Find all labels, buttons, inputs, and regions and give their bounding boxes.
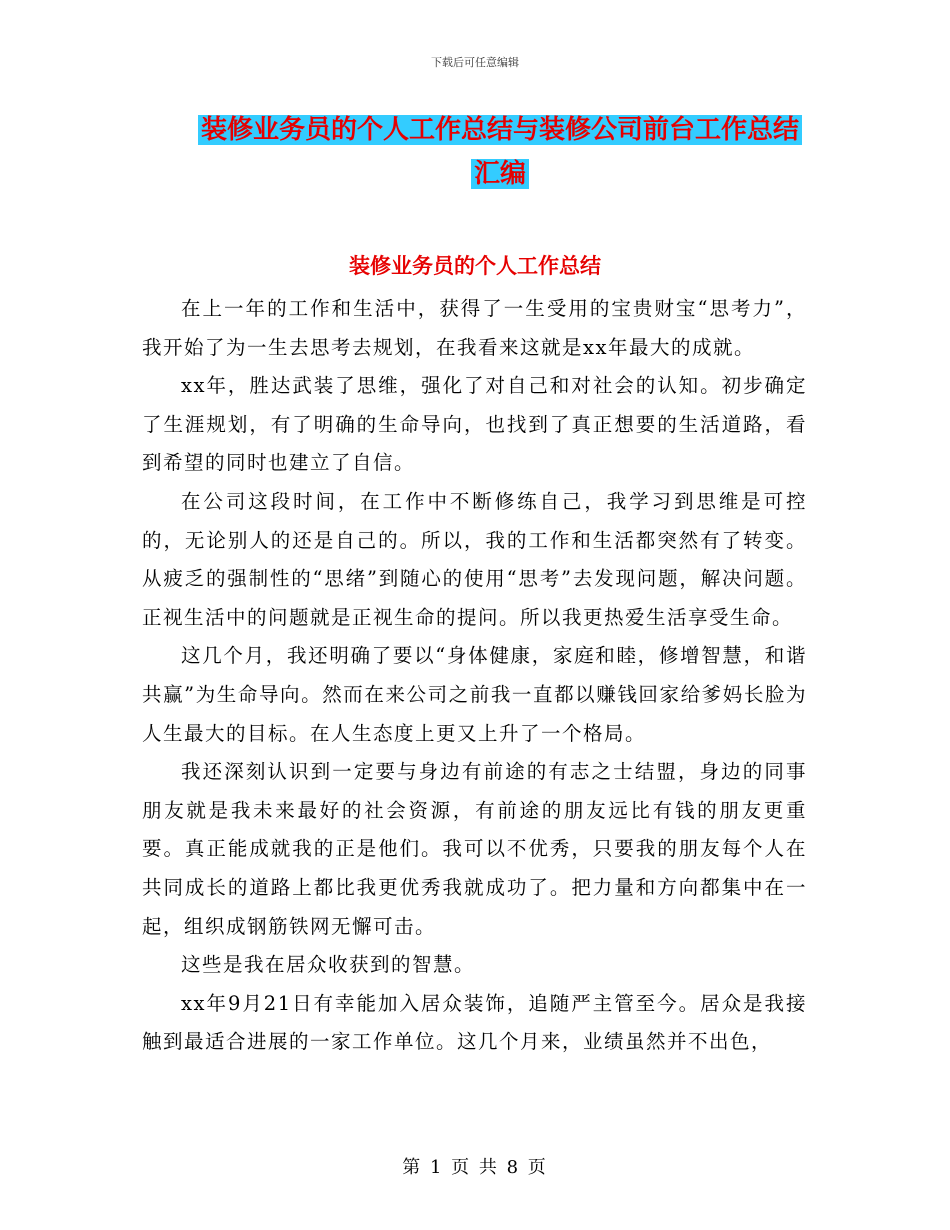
page-footer-number: 第 1 页 共 8 页 (402, 1157, 548, 1178)
paragraph: 这几个月，我还明确了要以“身体健康，家庭和睦，修增智慧，和谐共赢”为生命导向。然而在来公司之前我一直都以赚钱回家给爹妈长脸为人生最大的目标。在人生态度上更又上升了一个格局。 (142, 644, 807, 745)
document-body (142, 290, 807, 1062)
paragraph: 在上一年的工作和生活中，获得了一生受用的宝贵财宝“思考力”，我开始了为一生去思考去规划，在我看来这就是xx年最大的成就。 (142, 297, 807, 359)
document-title-line-2: 汇编 (471, 159, 529, 189)
paragraph: 在公司这段时间，在工作中不断修练自己，我学习到思维是可控的，无论别人的还是自己的。所以，我的工作和生活都突然有了转变。从疲乏的强制性的“思绪”到随心的使用“思考”去发现问题，解决问题。正视生活中的问题就是正视生命的提问。所以我更热爱生活享受生命。 (142, 489, 807, 629)
page-header-note: 下载后可任意编辑 (431, 56, 519, 69)
section-title: 装修业务员的个人工作总结 (349, 254, 601, 278)
paragraph: 我还深刻认识到一定要与身边有前途的有志之士结盟，身边的同事朋友就是我未来最好的社会资源，有前途的朋友远比有钱的朋友更重要。真正能成就我的正是他们。我可以不优秀，只要我的朋友每个人在共同成长的道路上都比我更优秀我就成功了。把力量和方向都集中在一起，组织成钢筋铁网无懈可击。 (142, 760, 807, 938)
document-title-line-1: 装修业务员的个人工作总结与装修公司前台工作总结 (198, 115, 802, 145)
paragraph: xx年9月21日有幸能加入居众装饰，追随严主管至今。居众是我接触到最适合进展的一家工作单位。这几个月来，业绩虽然并不出色， (142, 991, 807, 1054)
paragraph: xx年，胜达武装了思维，强化了对自己和对社会的认知。初步确定了生涯规划，有了明确的生命导向，也找到了真正想要的生活道路，看到希望的同时也建立了自信。 (142, 374, 807, 475)
paragraph: 这些是我在居众收获到的智慧。 (181, 953, 476, 977)
document-title (140, 108, 860, 196)
